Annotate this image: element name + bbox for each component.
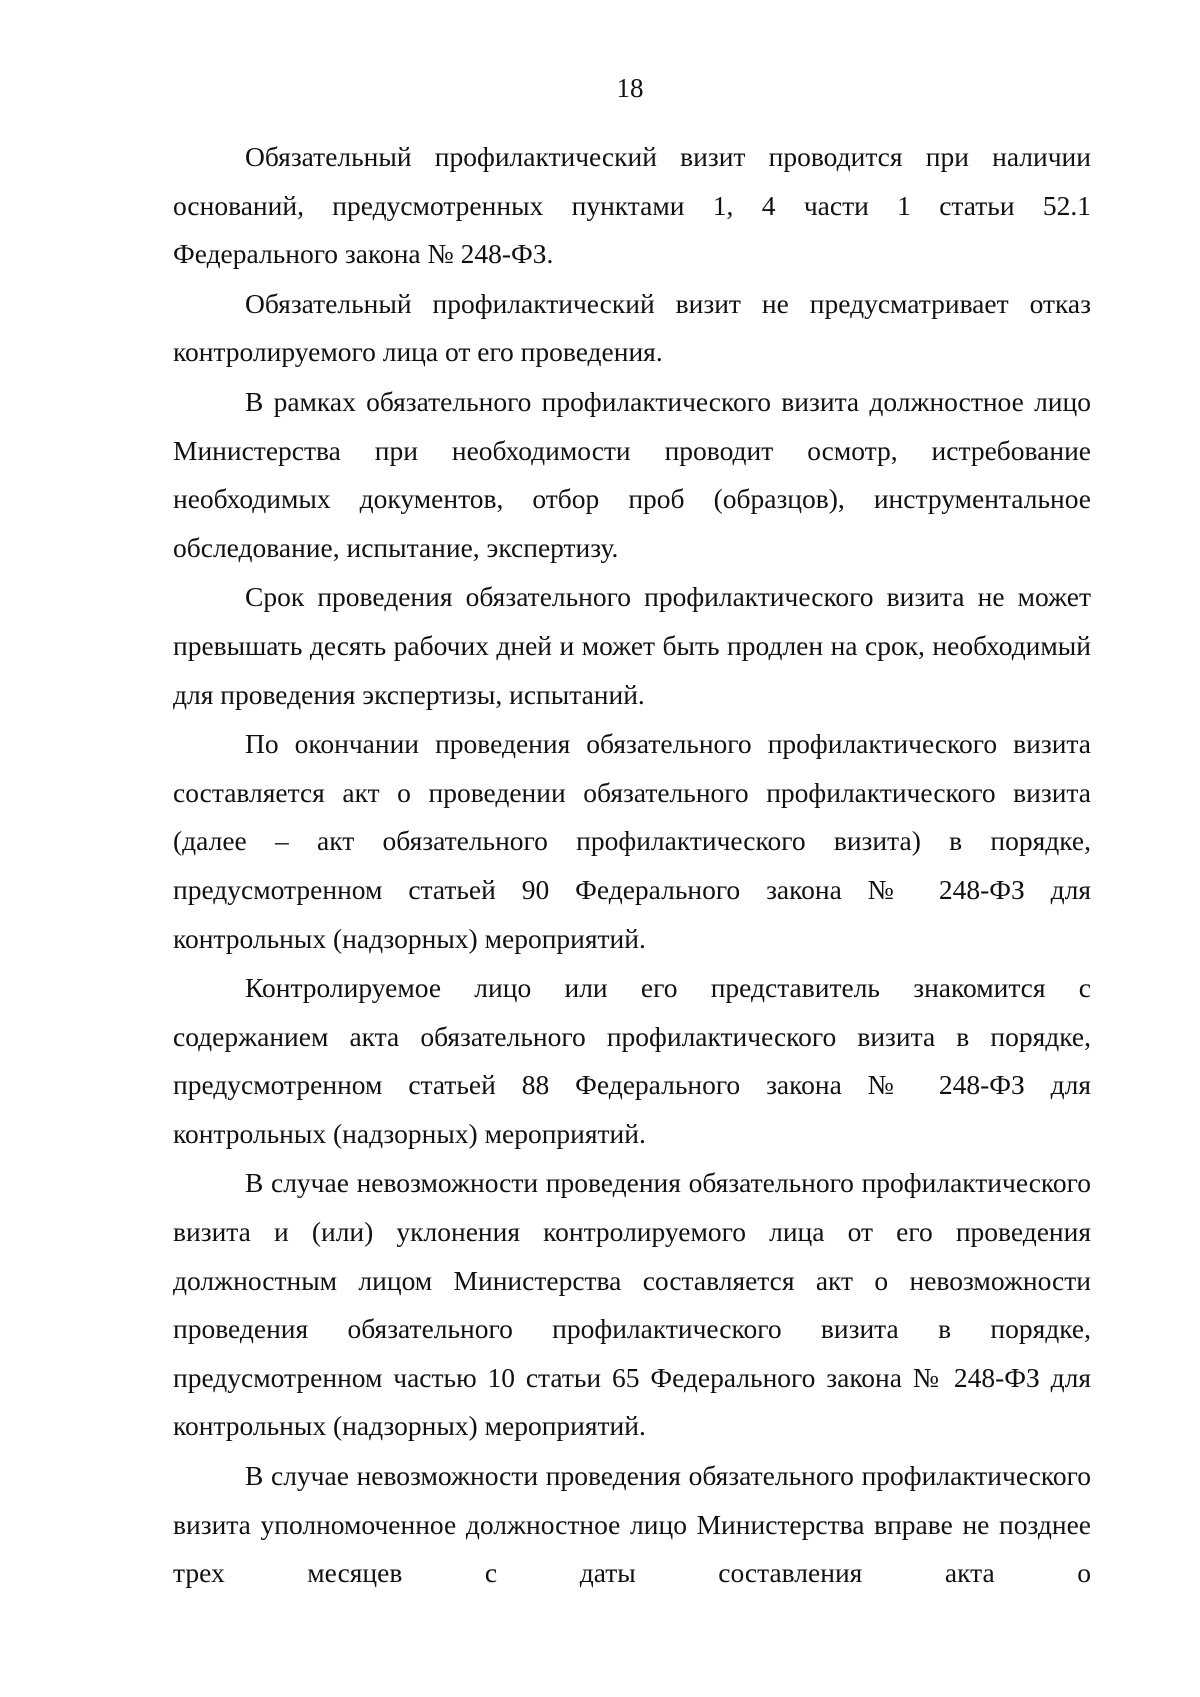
document-body <box>173 133 1091 1599</box>
page-number: 18 <box>616 73 644 103</box>
paragraph-visit-duration: Срок проведения обязательного профилактического визита не может превышать десять рабочих дней и может быть продлен на срок, необходимый для проведения экспертизы, испытаний. <box>173 581 1091 710</box>
paragraph-impossibility-act: В случае невозможности проведения обязательного профилактического визита и (или) уклонения контролируемого лица от его проведения должностным лицом Министерства составляется акт о невозможности проведения обязательного профилактического визита в порядке, предусмотренном частью 10 статьи 65 Федерального закона № 248-ФЗ для контрольных (надзорных) мероприятий. <box>173 1167 1091 1442</box>
paragraph-no-refusal: Обязательный профилактический визит не предусматривает отказ контролируемого лица от его проведения. <box>173 287 1091 368</box>
paragraph-act-familiarization: Контролируемое лицо или его представитель знакомится с содержанием акта обязательного профилактического визита в порядке, предусмотренном статьей 88 Федерального закона № 248-ФЗ для контрольных (надзорных) мероприятий. <box>173 972 1091 1149</box>
paragraph-impossibility-continuation: В случае невозможности проведения обязательного профилактического визита уполномоченное должностное лицо Министерства вправе не позднее трех месяцев с даты составления акта о <box>173 1460 1091 1589</box>
paragraph-visit-act: По окончании проведения обязательного профилактического визита составляется акт о проведении обязательного профилактического визита (далее – акт обязательного профилактического визита) в порядке, предусмотренном статьей 90 Федерального закона № 248-ФЗ для контрольных (надзорных) мероприятий. <box>173 728 1091 954</box>
paragraph-mandatory-visit-grounds: Обязательный профилактический визит проводится при наличии оснований, предусмотренных пунктами 1, 4 части 1 статьи 52.1 Федерального закона № 248-ФЗ. <box>173 141 1091 270</box>
paragraph-inspection-actions: В рамках обязательного профилактического визита должностное лицо Министерства при необходимости проводит осмотр, истребование необходимых документов, отбор проб (образцов), инструментальное обследование, испытание, экспертизу. <box>173 385 1091 563</box>
